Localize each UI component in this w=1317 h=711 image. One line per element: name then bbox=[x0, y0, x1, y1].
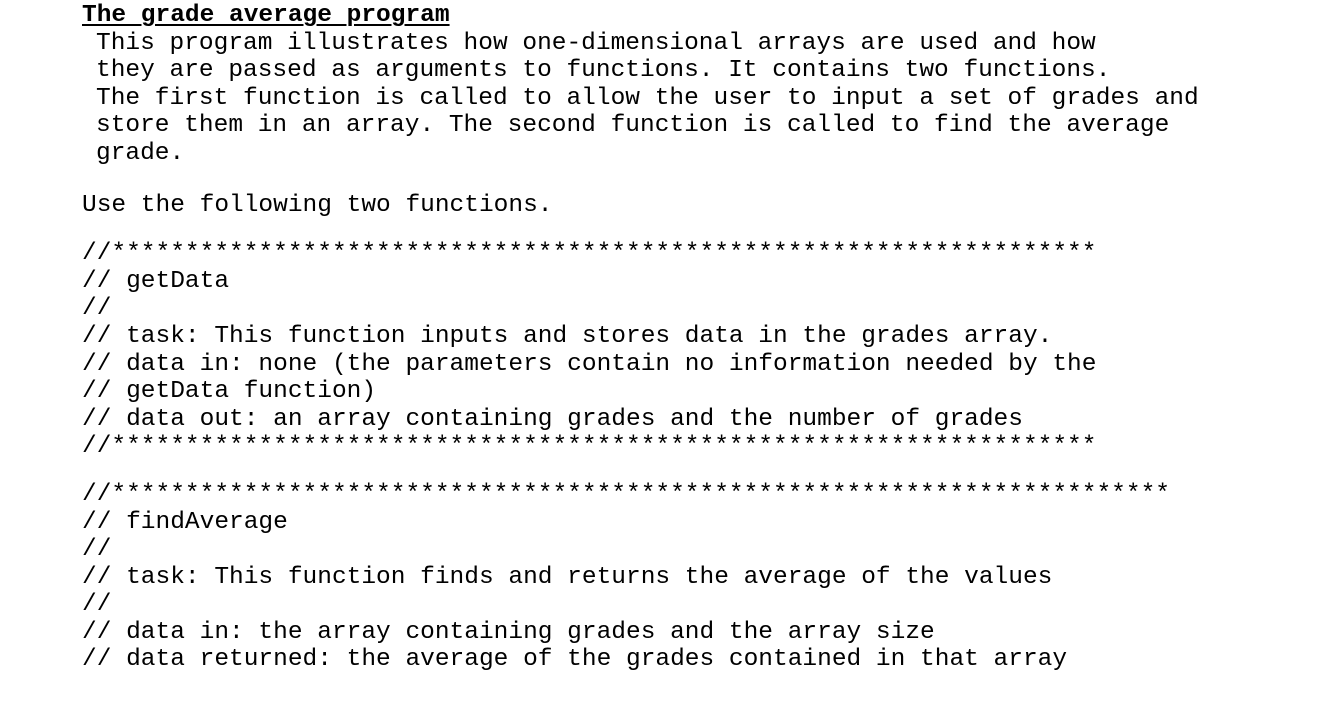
code-comment-line: // task: This function inputs and stores data in the grades array. bbox=[82, 322, 1053, 350]
instruction-text: Use the following two functions. bbox=[82, 191, 553, 219]
code-comment-line: //******************************************************************* bbox=[82, 433, 1097, 461]
code-comment-line: //******************************************************************* bbox=[82, 240, 1097, 268]
intro-paragraph bbox=[82, 30, 1302, 168]
intro-line: they are passed as arguments to functions. It contains two functions. bbox=[96, 57, 1111, 85]
code-comment-line: // findAverage bbox=[82, 508, 288, 536]
code-comment-line: // bbox=[82, 536, 112, 564]
document-page bbox=[82, 2, 1302, 674]
intro-line: grade. bbox=[96, 139, 185, 167]
code-comment-line: // task: This function finds and returns the average of the values bbox=[82, 563, 1053, 591]
code-comment-line: // data in: the array containing grades and the array size bbox=[82, 618, 935, 646]
code-comment-line: // data in: none (the parameters contain no information needed by the bbox=[82, 350, 1097, 378]
code-comment-line: //************************************************************************ bbox=[82, 480, 1170, 508]
find-average-comment-block bbox=[82, 481, 1302, 674]
code-comment-line: // bbox=[82, 295, 112, 323]
intro-line: store them in an array. The second function is called to find the average bbox=[96, 112, 1170, 140]
code-comment-line: // getData function) bbox=[82, 378, 377, 406]
code-comment-line: // data returned: the average of the grades contained in that array bbox=[82, 646, 1068, 674]
intro-line: This program illustrates how one-dimensional arrays are used and how bbox=[96, 29, 1096, 57]
code-comment-line: // data out: an array containing grades and the number of grades bbox=[82, 405, 1023, 433]
intro-line: The first function is called to allow the user to input a set of grades and bbox=[96, 84, 1199, 112]
get-data-comment-block bbox=[82, 240, 1302, 461]
code-comment-line: // bbox=[82, 591, 112, 619]
document-title: The grade average program bbox=[82, 2, 450, 29]
code-comment-line: // getData bbox=[82, 267, 230, 295]
